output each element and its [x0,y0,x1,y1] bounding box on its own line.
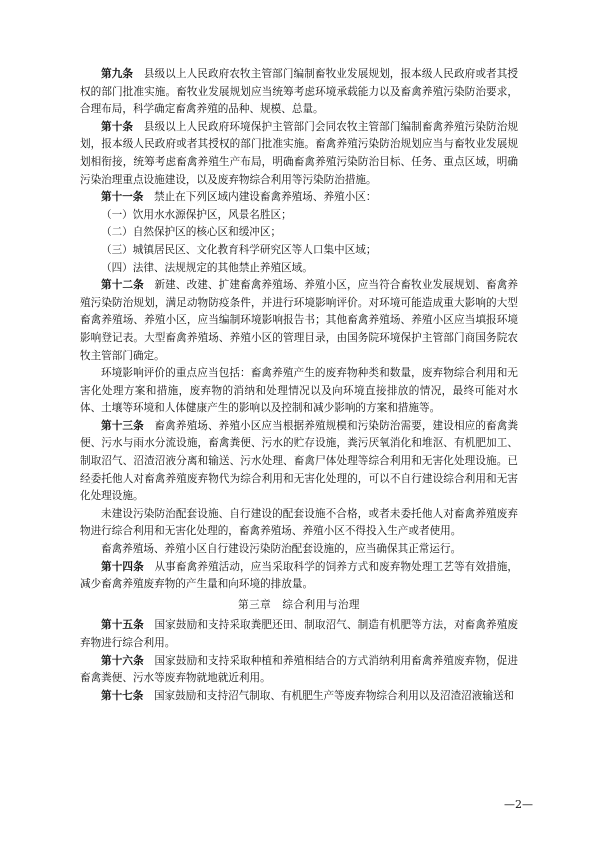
article-paragraph [80,119,518,189]
paragraph-text: （三）城镇居民区、文化教育科学研究区等人口集中区域； [101,243,377,256]
paragraph-text: 国家鼓励和支持沼气制取、有机肥生产等废弃物综合利用以及沼渣沼液输送和 [153,689,515,702]
paragraph-text: 禁止在下列区域内建设畜禽养殖场、养殖小区： [153,191,377,204]
article-paragraph [80,653,518,688]
paragraph-text: （一）饮用水水源保护区，风景名胜区； [101,208,292,221]
paragraph-text: 国家鼓励和支持采取种植和养殖相结合的方式消纳利用畜禽养殖废弃物，促进畜禽粪便、污水等废弃物就地就近利用。 [80,654,519,685]
article-number: 第十七条 [101,689,144,702]
list-item [80,207,518,225]
paragraph-group-before [80,66,518,594]
paragraph-text: 从事畜禽养殖活动，应当采取科学的饲养方式和废弃物处理工艺等有效措施，减少畜禽养殖废弃物的产生量和向环境的排放量。 [80,560,519,591]
article-number: 第九条 [101,68,134,80]
paragraph-group-after [80,617,518,705]
paragraph-text: 国家鼓励和支持采取粪肥还田、制取沼气、制造有机肥等方法，对畜禽养殖废弃物进行综合利用。 [80,619,519,649]
article-paragraph [80,541,518,559]
list-item [80,242,518,260]
article-paragraph [80,66,518,119]
article-paragraph [80,617,518,652]
article-number: 第十一条 [101,191,144,204]
article-paragraph [80,189,518,207]
paragraph-text: 县级以上人民政府环境保护主管部门会同农牧主管部门编制畜禽养殖污染防治规划，报本级人民政府或者其授权的部门批准实施。畜禽养殖污染防治规划应当与畜牧业发展规划相衔接，统筹考虑畜禽养殖生产布局，明确畜禽养殖污染防治目标、任务、重点区域，明确污染治理重点设施建设，以及废弃物综合利用等污染防治措施。 [80,120,519,186]
article-number: 第十三条 [101,419,144,432]
article-paragraph [80,418,518,506]
paragraph-text: （四）法律、法规规定的其他禁止养殖区域。 [101,261,313,274]
article-paragraph [80,277,518,365]
list-item [80,260,518,278]
article-paragraph [80,365,518,418]
article-number: 第十四条 [101,560,144,573]
article-paragraph [80,688,518,706]
paragraph-text: 未建设污染防治配套设施、自行建设的配套设施不合格，或者未委托他人对畜禽养殖废弃物进行综合利用和无害化处理的，畜禽养殖场、养殖小区不得投入生产或者使用。 [80,507,518,538]
paragraph-text: 畜禽养殖场、养殖小区自行建设污染防治配套设施的，应当确保其正常运行。 [101,543,462,556]
article-number: 第十五条 [101,619,144,632]
paragraph-text: 环境影响评价的重点应当包括：畜禽养殖产生的废弃物种类和数量，废弃物综合利用和无害化处理方案和措施，废弃物的消纳和处理情况以及向环境直接排放的情况，最终可能对水体、土壤等环境和人体健康产生的影响以及控制和减少影响的方案和措施等。 [80,367,518,415]
paragraph-text: 畜禽养殖场、养殖小区应当根据养殖规模和污染防治需要，建设相应的畜禽粪便、污水与雨水分流设施，畜禽粪便、污水的贮存设施，粪污厌氧消化和堆沤、有机肥加工、制取沼气、沼渣沼液分离和输送、污水处理、畜禽尸体处理等综合利用和无害化处理设施。已经委托他人对畜禽养殖废弃物代为综合利用和无害化处理的，可以不自行建设综合利用和无害化处理设施。 [80,419,519,503]
list-item [80,224,518,242]
page-body [80,66,518,705]
article-number: 第十六条 [101,654,144,667]
article-paragraph [80,506,518,541]
page-number: —2— [504,798,533,811]
article-paragraph [80,559,518,594]
paragraph-text: （二）自然保护区的核心区和缓冲区； [101,226,282,239]
paragraph-text: 县级以上人民政府农牧主管部门编制畜牧业发展规划，报本级人民政府或者其授权的部门批准实施。畜牧业发展规划应当统筹考虑环境承载能力以及畜禽养殖污染防治要求，合理布局，科学确定畜禽养殖的品种、规模、总量。 [80,68,519,116]
chapter-heading: 第三章 综合利用与治理 [237,598,361,611]
article-number: 第十条 [101,120,134,133]
article-number: 第十二条 [101,279,144,292]
paragraph-text: 新建、改建、扩建畜禽养殖场、养殖小区，应当符合畜牧业发展规划、畜禽养殖污染防治规划，满足动物防疫条件，并进行环境影响评价。对环境可能造成重大影响的大型畜禽养殖场、养殖小区，应当编制环境影响报告书；其他畜禽养殖场、养殖小区应当填报环境影响登记表。大型畜禽养殖场、养殖小区的管理目录，由国务院环境保护主管部门商国务院农牧主管部门确定。 [80,279,519,362]
